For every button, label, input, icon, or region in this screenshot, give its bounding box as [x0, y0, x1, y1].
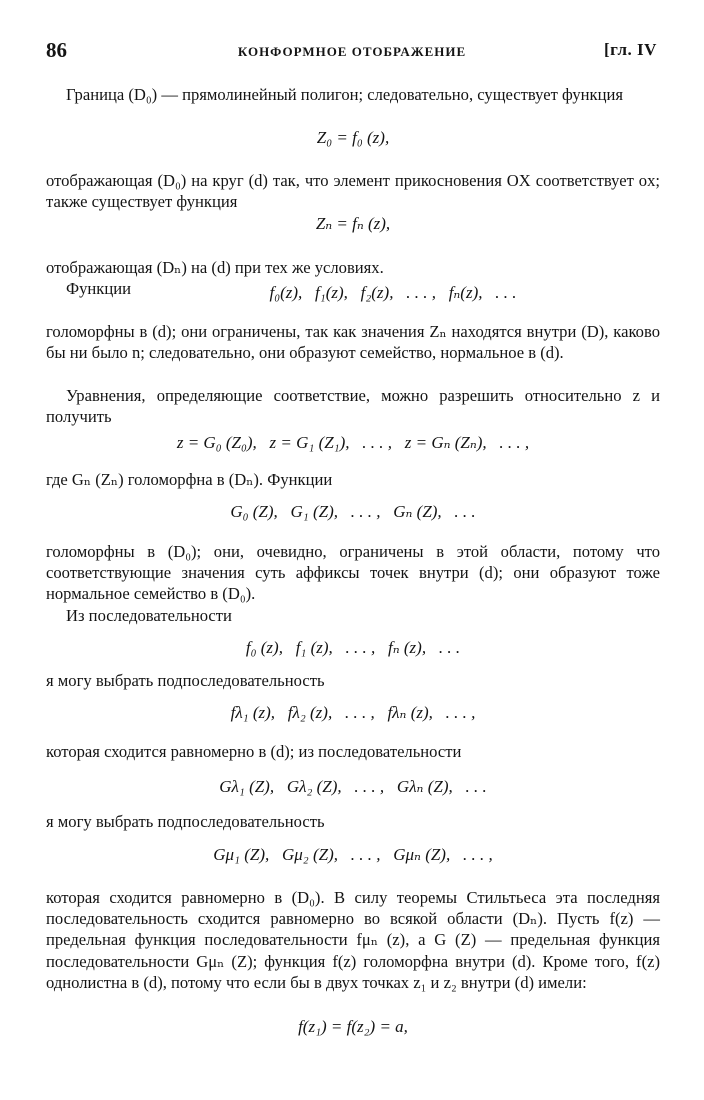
- paragraph: Уравнения, определяющие соответствие, можно разрешить относительно z и получить: [46, 386, 660, 427]
- page-header: [0, 38, 704, 66]
- paragraph: голоморфны в (D₀); они, очевидно, ограничены в этой области, потому что соответствующие значения суть аффиксы точек внутри (d); они образуют тоже нормальное семейство в (D₀).: [46, 542, 660, 604]
- paragraph: Из последовательности: [66, 606, 232, 625]
- paragraph: где Gₙ (Zₙ) голоморфна в (Dₙ). Функции: [46, 470, 333, 489]
- formula: f₀(z), f₁(z), f₂(z), . . . , fₙ(z), . . .: [269, 283, 517, 302]
- formula: f₀ (z), f₁ (z), . . . , fₙ (z), . . .: [245, 638, 461, 657]
- paragraph: голоморфны в (d); они ограничены, так как значения Zₙ находятся внутри (D), каково бы ни было n; следовательно, они образуют семейство, нормальное в (d).: [46, 322, 660, 363]
- formula: G₀ (Z), G₁ (Z), . . . , Gₙ (Z), . . .: [230, 502, 476, 521]
- paragraph: отображающая (Dₙ) на (d) при тех же условиях.: [46, 258, 384, 277]
- formula: z = G₀ (Z₀), z = G₁ (Z₁), . . . , z = Gₙ (Zₙ), . . . ,: [176, 433, 530, 452]
- paragraph: я могу выбрать подпоследовательность: [46, 812, 325, 831]
- chapter-label: [гл. IV: [604, 40, 657, 59]
- paragraph: которая сходится равномерно в (d); из последовательности: [46, 742, 462, 761]
- paragraph: Функции: [66, 279, 131, 298]
- page-body: [46, 84, 660, 1045]
- formula: Gλ₁ (Z), Gλ₂ (Z), . . . , Gλₙ (Z), . . .: [219, 777, 487, 796]
- paragraph: Граница (D₀) — прямолинейный полигон; следовательно, существует функция: [66, 85, 623, 104]
- formula: Zₙ = fₙ (z),: [315, 214, 391, 233]
- page-number: 86: [46, 38, 67, 62]
- paragraph: которая сходится равномерно в (D₀). В силу теоремы Стильтьеса эта последняя последовательность сходится равномерно во всякой области (Dₙ). Пусть f(z) — предельная функция последовательности fμₙ (z), а G (Z) — предельная функция последовательности Gμₙ (Z); функция f(z) голоморфна внутри (d). Кроме того, f(z) однолистна в (d), потому что если бы в двух точках z₁ и z₂ внутри (d) имели:: [46, 888, 660, 992]
- formula: Z₀ = f₀ (z),: [316, 128, 390, 147]
- paragraph: я могу выбрать подпоследовательность: [46, 671, 325, 690]
- paragraph: отображающая (D₀) на круг (d) так, что элемент прикосновения OX соответствует ox; также существует функция: [46, 171, 660, 212]
- formula: Gμ₁ (Z), Gμ₂ (Z), . . . , Gμₙ (Z), . . . ,: [213, 845, 493, 864]
- running-title: КОНФОРМНОЕ ОТОБРАЖЕНИЕ: [237, 44, 467, 59]
- formula: f(z₁) = f(z₂) = a,: [298, 1017, 408, 1036]
- formula: fλ₁ (z), fλ₂ (z), . . . , fλₙ (z), . . . ,: [230, 703, 476, 722]
